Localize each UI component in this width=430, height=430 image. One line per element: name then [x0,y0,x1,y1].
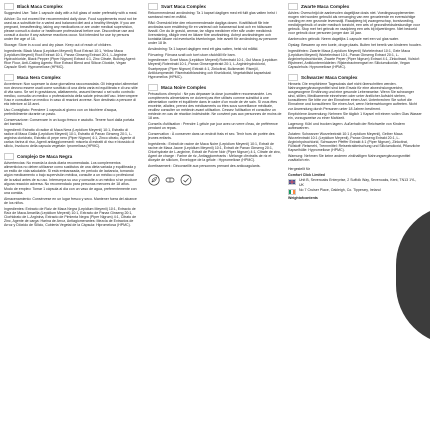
paragraph: Uso Consigliato: Prendere 1 capsula al giorno con un bicchiere d'acqua, preferibilmente durante un pasto. [4,108,118,117]
section-title: Black Maca Complex [17,4,63,9]
decorative-shape [396,205,430,345]
france-flag-icon [148,84,158,91]
uk-address: Unit B, Sevenoaks Enterprise, 2 Suffolk Way, Sevenoaks, Kent, TN13 1YL, UK [299,178,417,187]
paragraph: Zutaten: Schwarzer Wurzelextrakt 10:1 (Lepidium Meyenii), Gelber Maca Wurzelextrakt 10:1 (Lepidium Meyenii), Panax Ginseng Extrakt 20:1, L-Argininhydrochlorid, Schwarzer Pfeffer Extrakt 4:1 (Piper Nigrum), Zinkcitrat, Füllstoff: Reismehl, Trennmittel: Reisextraktmischung und Siliciumdioxid, Pflanzliche Kapselhülle: Hypromellose (HPMC). [288,131,421,153]
netherlands-flag-icon [288,3,298,10]
paragraph: Ingredienti: Estratto di radice di Maca Nera (Lepidium Meyenii) 10:1, Estratto di radice di Maca Gialla (Lepidium Meyenii) 10:1, Estratto di Panax Ginseng 20:1, L-arginina cloridrato, Estratto di pepe nero (Piper Nigrum) 4:1, Zinco citrato, Agente di carica: farina di riso, Agenti antiagglomeranti: miscela di estratti di riso e biossido di silicio, Involucro della capsula vegetale: Ipromellosa (HPMC). [4,127,136,149]
manufacturer-name: Comfort Click Limited [288,172,325,177]
paragraph: Conservation : À conserver dans un endroit frais et sec. Tenir hors de portée des jeunes enfants. [148,131,275,140]
ireland-flag-icon [288,189,296,195]
manufacturer-heading: Hergestellt für [288,167,311,172]
spain-flag-icon [4,153,14,160]
paragraph: Avvertenze: Non superare la dose giornaliera raccomandata. Gli integratori alimentari non devono essere usati come sostituto di una dieta varia ed equilibrata e di uno stile di vita sano. Se sei in gravidanza, allattamento, assumi farmaci o sei sotto controllo medico, consulta un medico o professionista della salute prima dell'uso. Interrompere l'uso e consultare un medico in caso di reazioni avverse. Non destinato a persone di età inferiore ai 18 anni. [4,82,138,107]
paragraph: Ingrediënten: Zwarte Maca (Lepidium Meyenii) Wortelextract 10:1, Gele Maca (Lepidium Meyenii) Wortelextract 10:1, Panax Ginseng Extract 20:1, L-Argininehydrochloride, Zwarte Peper (Piper Nigrum) Extract 4:1, Zinkcitraat, Vulstof: Rijstmeel, Antiklontermiddelen: Rijstextractmengsel en Siliciumdioxide, Vegan Capsulehuls: Hypromellose (HPMC). [288,48,420,69]
section-german [288,74,422,162]
vegan-leaf-icon [148,173,160,185]
paragraph: Almacenamiento: Consérvese en un lugar fresco y seco. Mantener fuera del alcance de los niños. [4,197,137,206]
paragraph: Aanbevolen gebruik: Neem dagelijks 1 capsule met een vol glas water. [288,37,400,42]
paragraph: Hinweis: Die empfohlene Tagesdosis darf nicht überschritten werden. Nahrungsergänzungsmittel sind kein Ersatz für eine abwechslungsreiche, ausgewogene Ernährung und eine gesunde Lebensweise. Wenn Sie schwanger sind, stillen, Medikamente einnehmen oder unter ärztlicher Aufsicht stehen, konsultieren Sie bitte vor der Einnahme einen Arzt. Unterbrechen Sie sofort die Einnahme und konsultieren Sie einen Arzt, wenn Nebenwirkungen auftreten. Nicht zur Anwendung durch Personen unter 18 Jahren bestimmt. [288,82,417,111]
paragraph: Användning: Ta 1 kapsel dagligen med ett glas vatten, helst vid måltid. [148,46,259,51]
manufacturer-block [288,167,422,200]
section-title: Zwarte Maca Complex [301,4,350,9]
italy-flag-icon [4,74,14,81]
ireland-address: No 7 Cruiser Place, Oakleigh, Co. Tipperary, Ireland [299,188,381,193]
section-italian [4,74,138,148]
section-spanish [4,153,138,227]
paragraph: Ingredientes: Extracto de Raíz de Maca Negra (Lepidium Meyenii) 10:1, Extracto de Raíz de Maca Amarilla (Lepidium Meyenii) 10:1, Extracto de Panax Ginseng 20:1, Clorhidrato de L-Arginina, Extracto de Pimienta Negra (Piper Nigrum) 4:1, Citrato de Zinc, Agente de carga: Harina de Arroz, Antiaglomerantes: Mezcla de Extractos de Arroz y Dióxido de Silicio, Cubierta Vegetal de la Cápsula: Hipromelosa (HPMC). [4,206,137,228]
paragraph: Avertissement : Déconseillé aux personnes prenant des anticoagulants. [148,163,261,168]
germany-flag-icon [288,74,298,81]
paragraph: Ingrédients : Extrait de racine de Maca Noire (Lepidium Meyenii) 10:1, Extrait de racine de Maca Jaune (Lepidium Meyenii) 10:1, Extrait de Panax Ginseng 20:1, Chlorhydrate de L-arginine, Extrait de Poivre Noir (Piper Nigrum) 4:1, Citrate de zinc, Agent de charge : Farine de riz, Antiagglomérants : Mélange d'extraits de riz et dioxyde de silicium, Enveloppe de la gélule : Hypromellose (HPMC). [148,141,282,162]
column-right [288,3,422,205]
paragraph: Lagerung: Kühl und trocken lagern. Außerhalb der Reichweite von Kindern aufbewahren. [288,122,405,131]
column-left [4,3,138,232]
paragraph: Empfohlene Anwendung: Nehmen Sie täglich 1 Kapsel mit einem vollen Glas Wasser ein, vorzugsweise zu einer Mahlzeit. [288,112,422,121]
paragraph: Storage: Store in a cool and dry place. Keep out of reach of children. [4,42,112,47]
paragraph: Warnung: Nehmen Sie keine anderen zinkhaltigen Nahrungsergänzungsmittel zusätzlich ein. [288,153,411,162]
paragraph: Conservazione: Conservare in un luogo fresco e asciutto. Tenere fuori dalla portata dei bambini. [4,117,135,127]
paragraph: Rekommenderad användning: Ta 1 kapsel dagligen med ett fullt glas vatten helst i samband med en måltid. [148,11,277,20]
sweden-flag-icon [148,3,158,10]
paragraph: Ingredients: Black Maca (Lepidium Meyenii) Root Extract 10:1, Yellow Maca (Lepidium Meyenii) Root Extract 10:1, Panax Ginseng Extract 20:1, L-Arginine Hydrochloride, Black Pepper (Piper Nigrum) Extract 4:1, Zinc Citrate, Bulking Agent: Rice Flour, Anti-Caking Agents: Rice Extract Blend and Silicon Dioxide, Vegan Capsule Shell: Hypromellose (HPMC). [4,48,136,69]
uk-flag-icon [4,3,14,10]
paragraph: Ingredienser: Svart Maca (Lepidium Meyenii) Rotextrakt 10:1, Gul Maca (Lepidium Meyenii) Rotextrakt 10:1, Panax Ginsengextrakt 20:1, L-Argininhydroklorid, Svartpeppar (Piper Nigrum) Extrakt 4:1, Zinkcitrat, Bulkmedel: Rismjöl, Antiklumpmedel: Risextraktblandning och Kiseldioxid, Vegetabiliskt kapselskal: Hypromellos (HPMC). [148,58,278,79]
section-title: Complejo De Maca Negra [17,154,73,160]
paragraph: Råd: Överskrid inte den rekommenderade dagliga dosen. Kosttillskott får inte användas som ersättning för en varierad och balanserad kost och en hälsosam livsstil. Om du är gravid, ammar, tar några mediciner eller står under medicinsk övervakning, rådgör med en läkare före användning. Avbryt användningen och kontakta läkare vid eventuella biverkningar. Inte avsett för användning av personer under 18 år. [148,20,278,46]
section-dutch [288,3,422,69]
section-english [4,3,138,69]
section-title: Maca Noire Complex [161,84,207,90]
paragraph: Advies: Overschrijd de aanbevolen dagelijkse dosis niet. Voedingssupplementen mogen niet worden gebruikt als vervanging van een gevarieerde en evenwichtige voeding en een gezonde levensstijl. Raadpleeg bij zwangerschap, borstvoeding, medicijngebruik of onder medisch toezicht, een arts of gezondheidsdeskundige voor gebruik. Stop met het gebruik en raadpleeg een arts bij bijwerkingen. Niet bedoeld voor gebruik door personen jonger dan 18 jaar. [288,11,420,36]
section-swedish [148,3,282,79]
section-french [148,84,282,168]
paragraph: Conseils d'utilisation : Prendre 1 gélule par jour avec un verre d'eau, de préférence pendant un repas. [148,122,278,131]
section-title: Svart Maca Complex [161,4,206,9]
weight-of-contents: Weightofcontents [288,196,318,201]
column-middle [148,3,282,188]
circle-check-icon [180,173,192,185]
paragraph: Modo de empleo: Tomar 1 cápsula al día con un vaso de agua, preferentemente con una comida. [4,187,137,196]
paragraph: Opslag: Bewaren op een koele, droge plaats. Buiten het bereik van kinderen houden. [288,42,422,47]
paragraph: Suggested Use: Take 1 capsule daily with a full glass of water preferably with a meal. [4,11,138,15]
capsule-icon [164,173,176,185]
symbol-row [148,173,282,185]
paragraph: Advice: Do not exceed the recommended daily dose. Food supplements must not be used as a substitute for a varied and balanced diet and a healthy lifestyle. If you are pregnant, breastfeeding, taking any medications or are under medical supervision, please consult a doctor or healthcare professional before use. Discontinue use and consult a doctor if any adverse reactions occur. Not intended for use by persons under the age of 18. [4,16,137,42]
uk-flag-icon [288,179,296,185]
section-title: Maca Nera Complex [17,75,61,80]
paragraph: Förvaring: Förvara svalt och torrt utom räckhåll för barn. [148,52,236,57]
paragraph: Advertencias: No exceda la dosis diaria recomendada. Los complementos alimenticios no deben utilizarse como sustitutos de una dieta variada y equilibrada y un estilo de vida saludable. Si está embarazada, en periodo de lactancia, tomando algún medicamento o bajo supervisión médica, consulte a un médico o profesional de la salud antes de su uso. Interrumpa su uso y consulte a un médico si se produce alguna reacción adversa. No recomendado para personas menores de 18 años. [4,161,138,186]
section-title: Schwarzer Maca Complex [301,75,358,80]
paragraph: Précautions d'emploi : Ne pas dépasser la dose journalière recommandée. Les compléments alimentaires ne doivent pas être utilisés comme substitut à une alimentation variée et équilibrée dans le cadre d'un mode de vie sain. Si vous êtes enceinte, allaitez, prenez des médicaments ou êtes sous surveillance médicale, veuillez consulter un médecin avant utilisation. Cessez l'utilisation et consultez un médecin en cas de réaction indésirable. Ne convient pas aux personnes de moins de 18 ans. [148,91,282,121]
